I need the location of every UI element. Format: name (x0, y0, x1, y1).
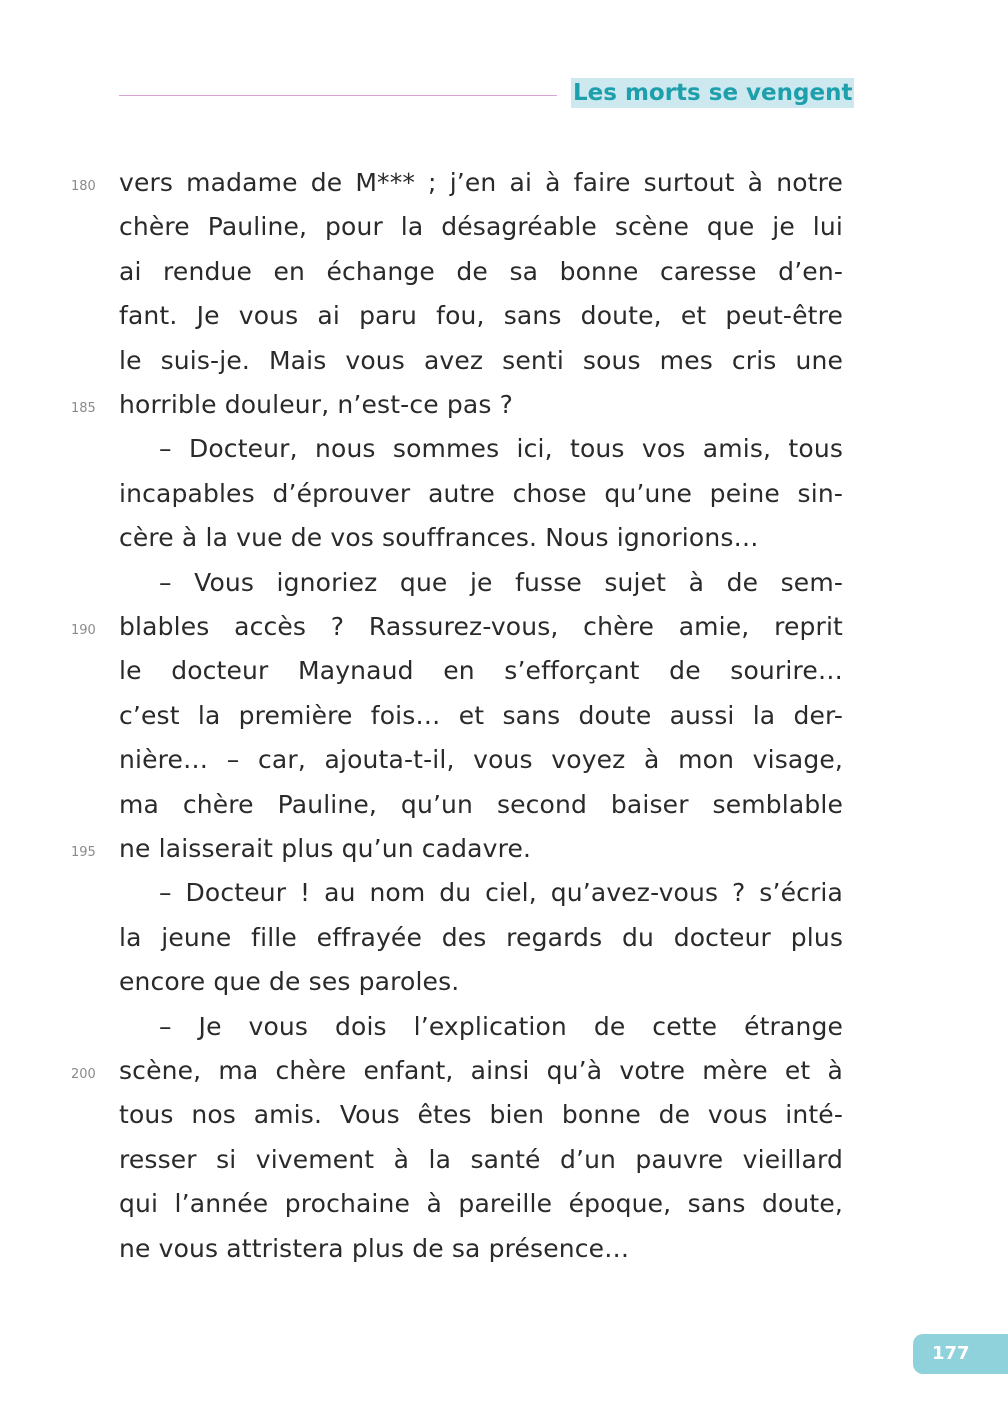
text-line: le suis-je. Mais vous avez senti sous mes cris une (119, 345, 843, 375)
text-line: ne vous attristera plus de sa présence… (119, 1233, 630, 1263)
text-line: ai rendue en échange de sa bonne caresse d’en- (119, 256, 843, 286)
line-number: 195 (71, 845, 96, 860)
text-line: qui l’année prochaine à pareille époque, sans doute, (119, 1189, 843, 1219)
text-line: blables accès ? Rassurez-vous, chère amie, reprit (119, 612, 843, 641)
running-header-title: Les morts se vengent (573, 80, 853, 106)
line-number: 200 (71, 1067, 96, 1082)
text-line: incapables d’éprouver autre chose qu’une peine sin- (119, 478, 843, 508)
text-line: scène, ma chère enfant, ainsi qu’à votre mère et à (119, 1056, 843, 1085)
text-line: la jeune fille effrayée des regards du docteur plus (119, 922, 843, 952)
line-number: 180 (71, 179, 96, 194)
text-line: – Je vous dois l’explication de cette étrange (159, 1011, 843, 1041)
text-line: – Docteur ! au nom du ciel, qu’avez-vous ? s’écria (159, 878, 843, 908)
text-line: cère à la vue de vos souffrances. Nous ignorions… (119, 523, 759, 553)
text-line: – Vous ignoriez que je fusse sujet à de sem- (159, 567, 843, 597)
text-line: – Docteur, nous sommes ici, tous vos amis, tous (159, 434, 843, 464)
line-number: 190 (71, 623, 96, 638)
text-line: tous nos amis. Vous êtes bien bonne de vous inté- (119, 1100, 843, 1130)
page-number-badge: 177 (913, 1334, 1008, 1374)
header-rule (119, 95, 557, 96)
text-line: horrible douleur, n’est-ce pas ? (119, 390, 514, 419)
text-line: resser si vivement à la santé d’un pauvre vieillard (119, 1144, 843, 1174)
text-line: nière… – car, ajouta-t-il, vous voyez à mon visage, (119, 745, 843, 775)
text-line: le docteur Maynaud en s’efforçant de sourire… (119, 656, 843, 686)
text-line: ma chère Pauline, qu’un second baiser semblable (119, 789, 843, 819)
line-number: 185 (71, 401, 96, 416)
text-line: fant. Je vous ai paru fou, sans doute, et peut-être (119, 301, 843, 331)
text-line: c’est la première fois… et sans doute aussi la der- (119, 700, 843, 730)
text-line: vers madame de M*** ; j’en ai à faire surtout à notre (119, 168, 843, 197)
text-line: encore que de ses paroles. (119, 967, 460, 997)
text-line: chère Pauline, pour la désagréable scène que je lui (119, 212, 843, 242)
text-line: ne laisserait plus qu’un cadavre. (119, 834, 532, 863)
